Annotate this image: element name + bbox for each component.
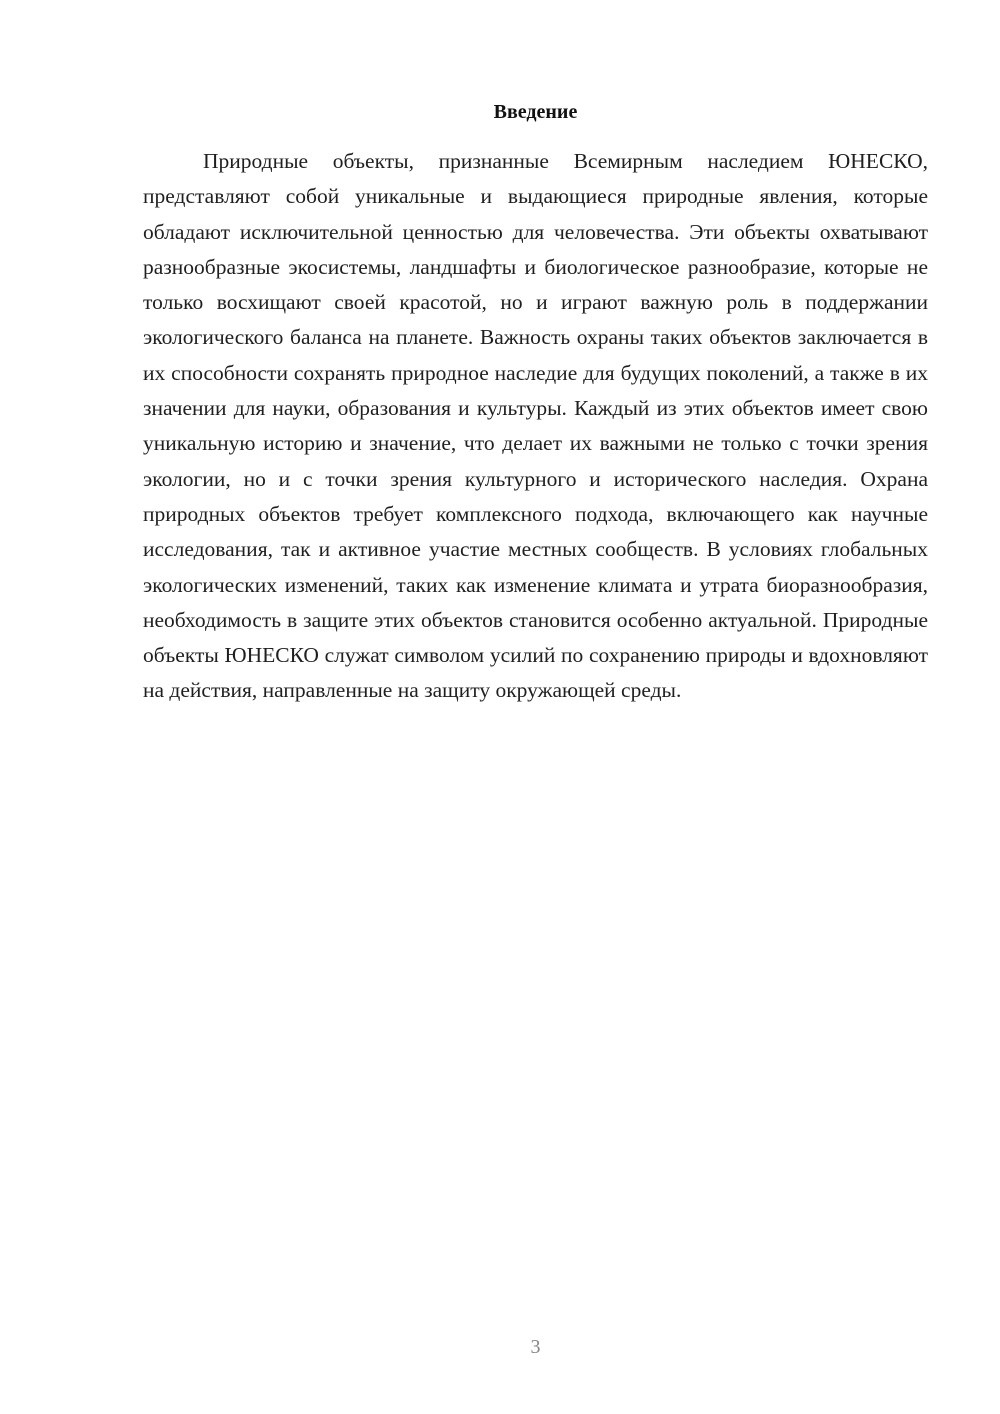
body-paragraph: Природные объекты, признанные Всемирным наследием ЮНЕСКО, представляют собой уникальные и выдающиеся природные явления, которые обладают исключительной ценностью для человечества. Эти объекты охватывают разнообразные экосистемы, ландшафты и биологическое разнообразие, которые не только восхищают своей красотой, но и играют важную роль в поддержании экологического баланса на планете. Важность охраны таких объектов заключается в их способности сохранять природное наследие для будущих поколений, а также в их значении для науки, образования и культуры. Каждый из этих объектов имеет свою уникальную историю и значение, что делает их важными не только с точки зрения экологии, но и с точки зрения культурного и исторического наследия. Охрана природных объектов требует комплексного подхода, включающего как научные исследования, так и активное участие местных сообществ. В условиях глобальных экологических изменений, таких как изменение климата и утрата биоразнообразия, необходимость в защите этих объектов становится особенно актуальной. Природные объекты ЮНЕСКО служат символом усилий по сохранению природы и вдохновляют на действия, направленные на защиту окружающей среды. — [143, 149, 928, 703]
section-title: Введение — [493, 101, 578, 123]
page-number: 3 — [530, 1336, 541, 1358]
